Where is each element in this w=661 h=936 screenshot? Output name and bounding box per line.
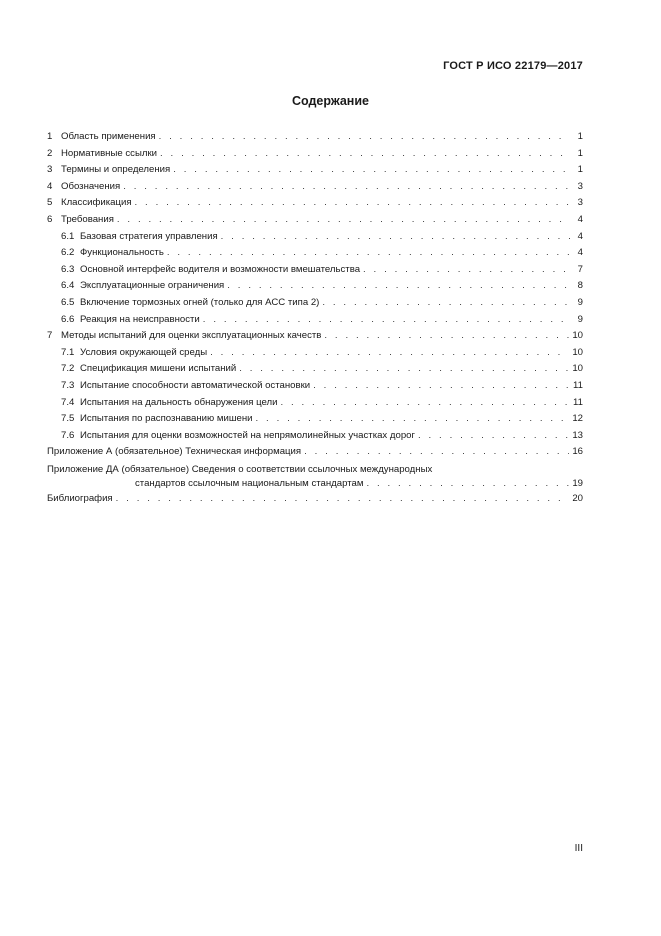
dot-leader: [313, 378, 570, 395]
toc-entry-page: 11: [573, 396, 583, 408]
toc-entry-page: 9: [577, 296, 583, 308]
toc-entry-page: 9: [577, 313, 583, 325]
toc-entry[interactable]: [47, 328, 583, 345]
dot-leader: [173, 162, 570, 179]
toc-entry-title: Функциональность: [80, 247, 164, 259]
toc-entry-title: Реакция на неисправности: [80, 313, 200, 325]
toc-subentry[interactable]: [47, 395, 583, 412]
toc-subentry[interactable]: [47, 411, 583, 428]
toc-entry-page: 7: [577, 263, 583, 275]
dot-leader: [227, 278, 570, 295]
toc-entry-page: 4: [577, 247, 583, 259]
dot-leader: [117, 212, 570, 229]
dot-leader: [210, 345, 569, 362]
toc-entry-number: 7.2: [61, 363, 75, 375]
toc-entry-title: Область применения: [61, 131, 156, 142]
toc-entry-number: 7: [47, 330, 53, 342]
toc-entry-appendix-a[interactable]: [47, 444, 583, 461]
document-code: ГОСТ Р ИСО 22179—2017: [443, 60, 583, 72]
toc-entry-title: Нормативные ссылки: [61, 147, 158, 159]
toc-entry-number: 5: [47, 197, 53, 209]
toc-entry-number: 6.4: [61, 280, 75, 292]
toc-entry-page: 11: [573, 379, 583, 391]
toc-entry-title: Обозначения: [61, 180, 121, 192]
toc-subentry[interactable]: [47, 312, 583, 329]
dot-leader: [322, 295, 570, 312]
dot-leader: [418, 428, 569, 445]
toc-entry-page: 3: [577, 180, 583, 192]
toc-entry-number: 4: [47, 180, 53, 192]
toc-entry-number: 7.4: [61, 396, 75, 408]
dot-leader: [159, 129, 570, 146]
toc-entry[interactable]: [47, 162, 583, 179]
toc-entry-bibliography[interactable]: [47, 491, 583, 508]
toc-entry-number: 7.1: [61, 346, 75, 358]
toc-entry-appendix-da[interactable]: [47, 463, 583, 491]
toc-entry-number: 6: [47, 213, 53, 225]
page-number: III: [574, 843, 583, 854]
dot-leader: [324, 328, 569, 345]
toc-entry-title: Приложение А (обязательное) Техническая информация: [47, 446, 302, 458]
toc-entry-title: Испытания по распознаванию мишени: [80, 413, 253, 425]
dot-leader: [256, 411, 570, 428]
toc-entry-number: 2: [47, 147, 53, 159]
toc-entry-title: Испытания на дальность обнаружения цели: [80, 396, 278, 408]
toc-subentry[interactable]: [47, 229, 583, 246]
toc-entry-page: 1: [577, 164, 583, 176]
toc-entry-title: Испытания для оценки возможностей на непрямолинейных участках дорог: [80, 429, 415, 441]
toc-entry-title-continued: стандартов ссылочным национальным стандартам: [135, 477, 364, 489]
toc-entry-number: 6.2: [61, 247, 75, 259]
toc-entry-title: Библиография: [47, 492, 113, 504]
toc-subentry[interactable]: [47, 361, 583, 378]
dot-leader: [116, 491, 570, 508]
dot-leader: [135, 195, 570, 212]
toc-entry-title: Приложение ДА (обязательное) Сведения о соответствии ссылочных международных: [47, 463, 433, 475]
toc-subentry[interactable]: [47, 345, 583, 362]
toc-entry-page: 12: [572, 413, 583, 425]
toc-entry-page: 10: [572, 330, 583, 342]
toc-entry-title: Основной интерфейс водителя и возможности вмешательства: [80, 263, 361, 275]
dot-leader: [221, 229, 570, 246]
toc-entry-page: 8: [577, 280, 583, 292]
toc-entry-page: 16: [572, 446, 583, 458]
toc-entry[interactable]: [47, 129, 583, 146]
page-title: Содержание: [291, 94, 369, 108]
dot-leader: [280, 395, 570, 412]
toc-entry-page: 20: [572, 492, 583, 504]
toc-entry[interactable]: [47, 212, 583, 229]
toc-entry-page: 4: [577, 230, 583, 242]
toc-entry-number: 6.5: [61, 296, 75, 308]
toc-entry-number: 6.1: [61, 230, 75, 242]
toc-entry-number: 3: [47, 164, 53, 176]
toc-subentry[interactable]: [47, 295, 583, 312]
dot-leader: [239, 361, 569, 378]
toc-entry-title: Требования: [61, 213, 114, 225]
toc-entry-number: 1: [47, 131, 53, 142]
toc-entry-title: Спецификация мишени испытаний: [80, 363, 237, 375]
toc-subentry[interactable]: [47, 262, 583, 279]
dot-leader: [203, 312, 570, 329]
toc-entry-page: 4: [577, 213, 583, 225]
toc-entry[interactable]: [47, 179, 583, 196]
dot-leader: [160, 146, 570, 163]
toc-subentry[interactable]: [47, 378, 583, 395]
dot-leader: [304, 444, 569, 461]
toc-subentry[interactable]: [47, 278, 583, 295]
toc-entry-page: 1: [577, 131, 583, 142]
dot-leader: [366, 477, 569, 491]
toc-entry-title: Испытание способности автоматической остановки: [80, 379, 311, 391]
toc-entry-title: Термины и определения: [61, 164, 171, 176]
toc-entry[interactable]: [47, 146, 583, 163]
toc-entry-page: 1: [577, 147, 583, 159]
toc-entry-title: Условия окружающей среды: [80, 346, 208, 358]
toc-entry-title: Эксплуатационные ограничения: [80, 280, 225, 292]
toc-entry[interactable]: [47, 195, 583, 212]
toc-entry-number: 6.3: [61, 263, 75, 275]
toc-entry-number: 7.3: [61, 379, 75, 391]
toc-entry-number: 7.5: [61, 413, 75, 425]
toc-entry-page: 19: [572, 477, 583, 489]
toc-entry-title: Включение тормозных огней (только для АСС типа 2): [80, 296, 320, 308]
toc-entry-title: Классификация: [61, 197, 132, 209]
toc-entry-title: Базовая стратегия управления: [80, 230, 218, 242]
toc-entry-page: 10: [572, 363, 583, 375]
toc-subentry[interactable]: [47, 245, 583, 262]
toc-entry-title: Методы испытаний для оценки эксплуатационных качеств: [61, 330, 322, 342]
toc-entry-page: 13: [572, 429, 583, 441]
toc-entry-page: 10: [572, 346, 583, 358]
toc-entry-page: 3: [577, 197, 583, 209]
table-of-contents: [47, 129, 583, 507]
dot-leader: [167, 245, 570, 262]
toc-subentry[interactable]: [47, 428, 583, 445]
toc-entry-number: 6.6: [61, 313, 75, 325]
dot-leader: [363, 262, 570, 279]
dot-leader: [123, 179, 570, 196]
toc-entry-number: 7.6: [61, 429, 75, 441]
